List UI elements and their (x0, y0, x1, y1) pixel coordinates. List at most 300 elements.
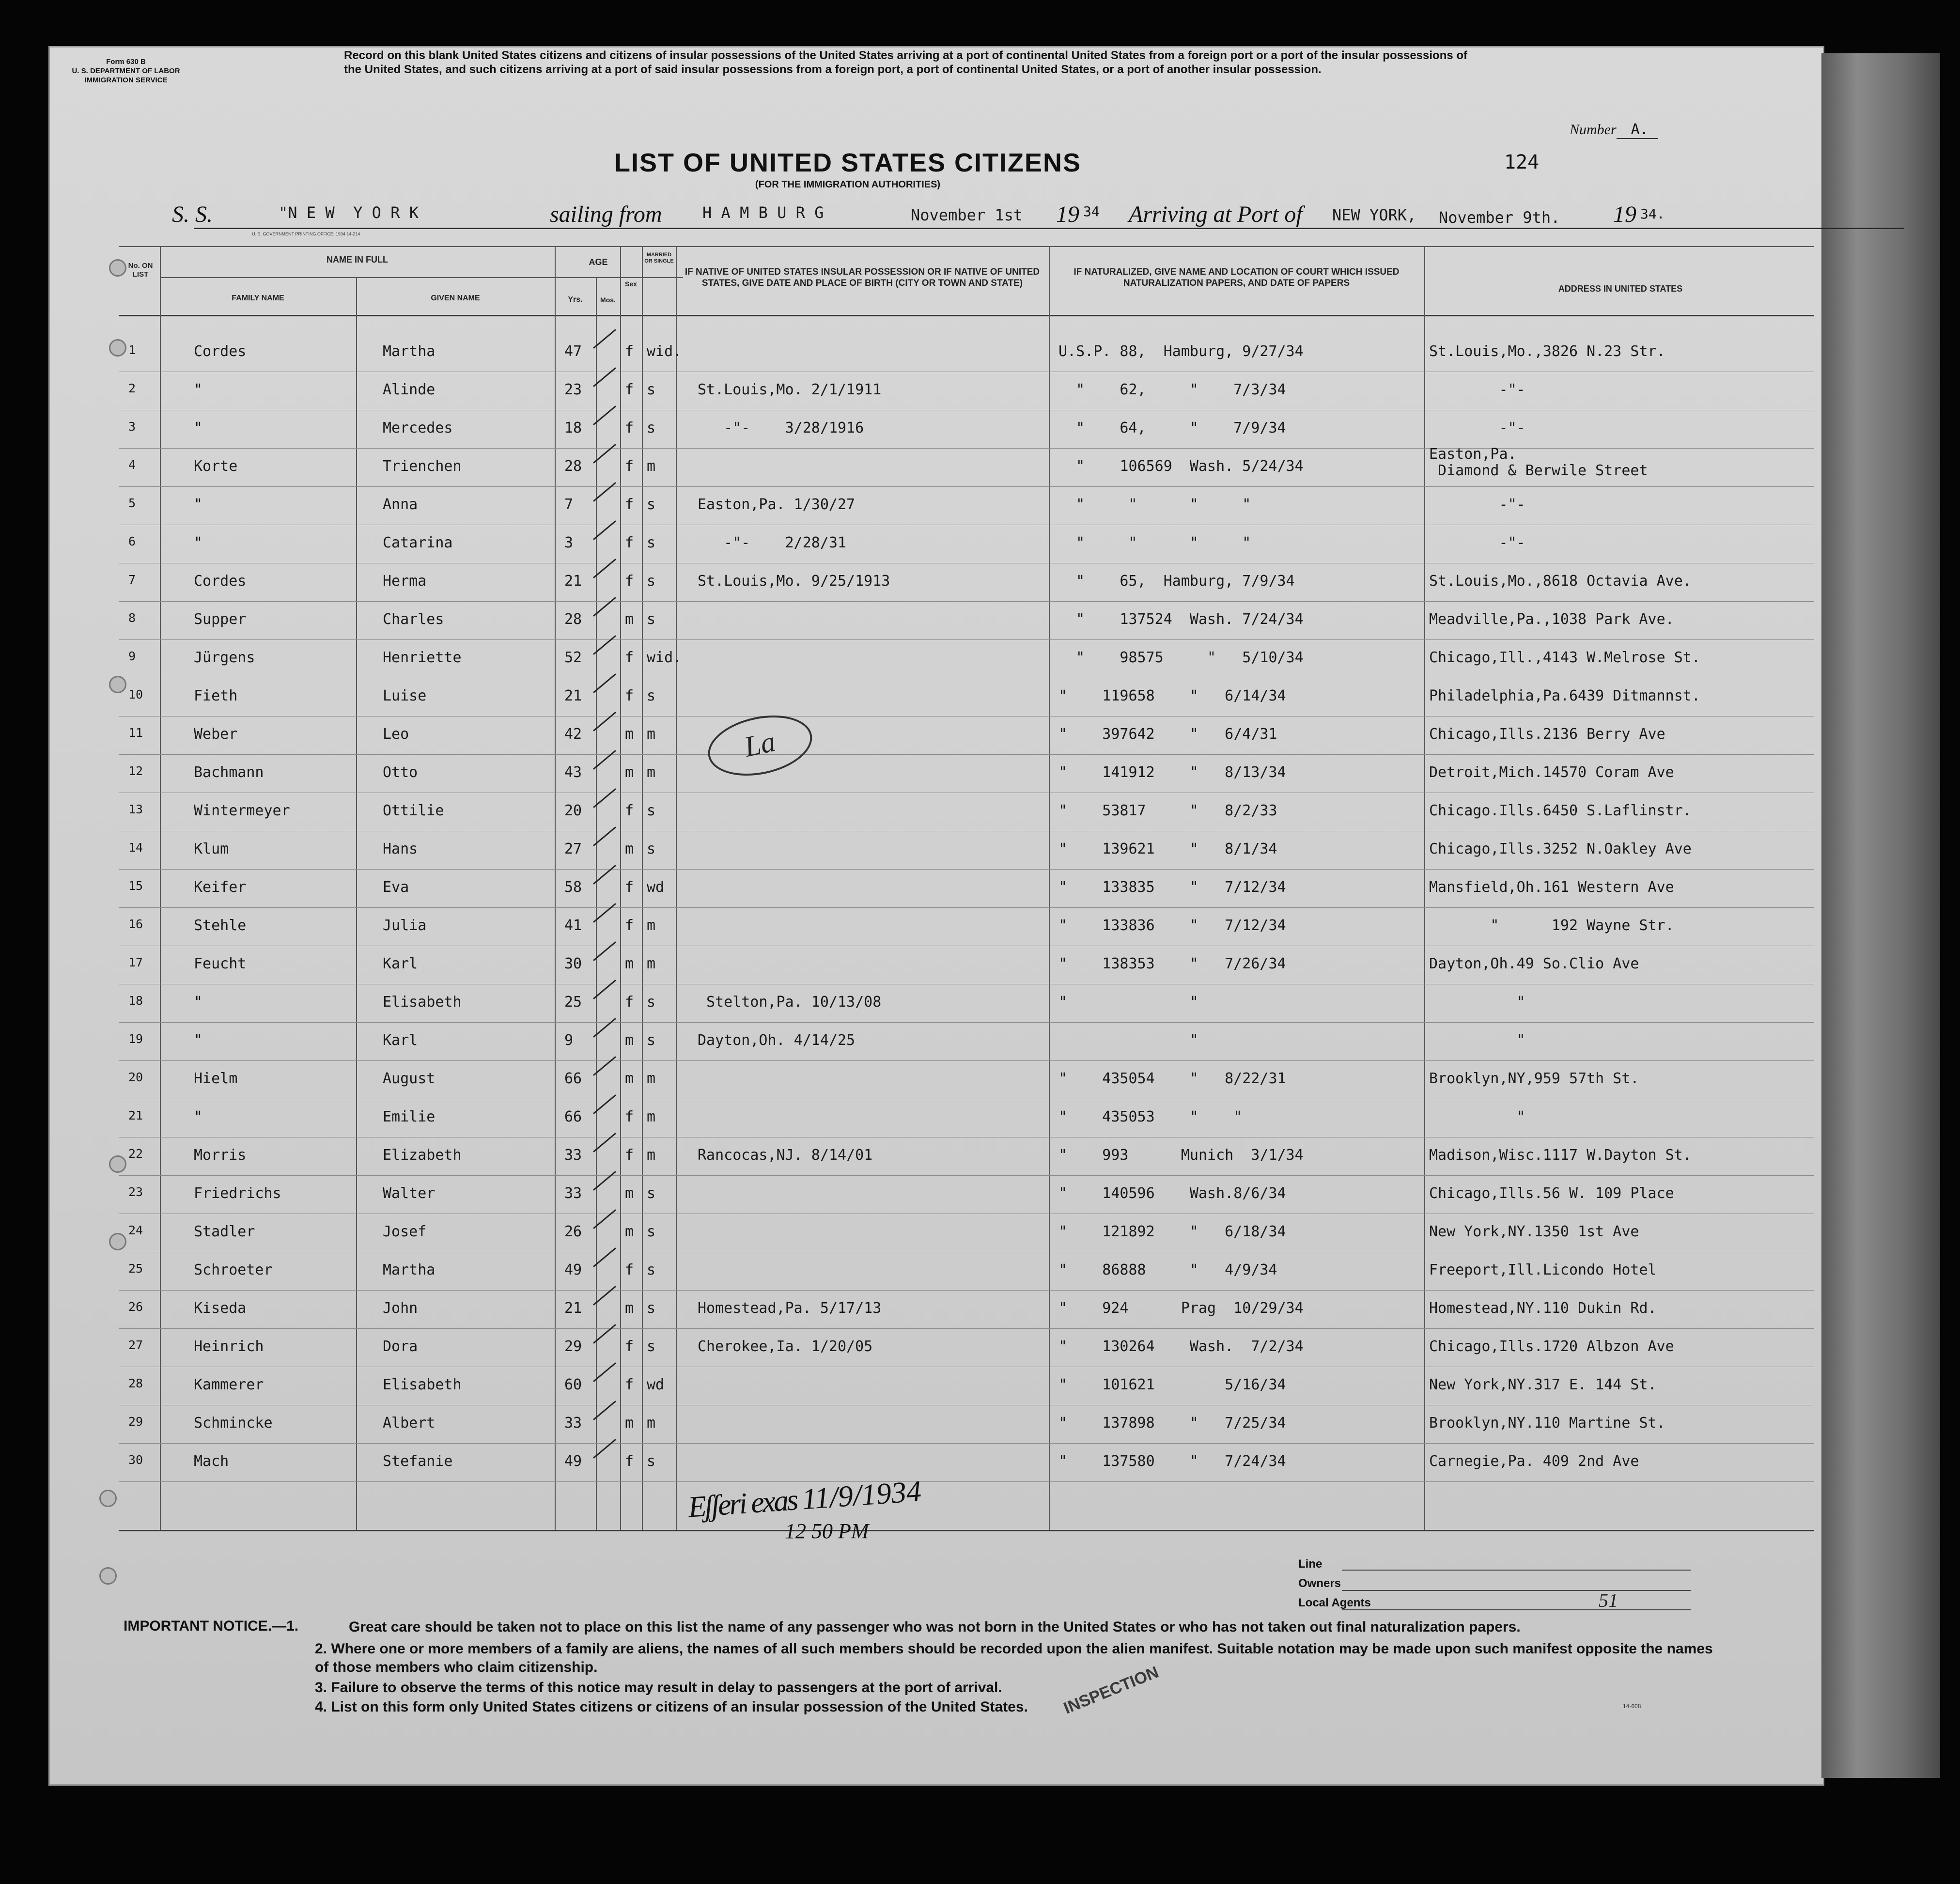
row-rule (119, 1443, 1814, 1444)
given-name: Trienchen (383, 458, 462, 475)
age-years: 66 (564, 1070, 582, 1087)
table-row (0, 1061, 1960, 1100)
address: Brooklyn,NY,959 57th St. (1429, 1070, 1639, 1087)
table-row (0, 1406, 1960, 1444)
age-years: 60 (564, 1376, 582, 1393)
line-label: Line (1298, 1557, 1322, 1571)
table-row (0, 755, 1960, 794)
table-row (0, 487, 1960, 526)
marital-status: m (647, 1147, 656, 1164)
sex: f (625, 420, 634, 436)
port-from: H A M B U R G (702, 203, 824, 222)
row-number: 19 (128, 1032, 143, 1046)
row-rule (119, 486, 1814, 487)
age-years: 52 (564, 649, 582, 666)
naturalization-info: " 397642 " 6/4/31 (1058, 726, 1277, 743)
marital-status: s (647, 1032, 656, 1049)
sail-date: November 1st (911, 206, 1023, 224)
row-number: 6 (128, 534, 136, 548)
age-years: 33 (564, 1415, 582, 1432)
marital-status: s (647, 1453, 656, 1470)
age-years: 20 (564, 802, 582, 819)
sex: m (625, 1300, 634, 1317)
col-mos: Mos. (600, 296, 616, 304)
birth-info: -"- 3/28/1916 (698, 420, 864, 436)
table-row (0, 564, 1960, 602)
given-name: Julia (383, 917, 427, 934)
table-row (0, 1444, 1960, 1482)
row-rule (119, 1290, 1814, 1291)
binder-hole (109, 259, 126, 277)
family-name: " (194, 534, 203, 551)
age-years: 21 (564, 687, 582, 704)
given-name: Eva (383, 879, 409, 896)
table-row (0, 1329, 1960, 1368)
given-name: Dora (383, 1338, 418, 1355)
given-name: John (383, 1300, 418, 1317)
given-name: Martha (383, 1261, 436, 1278)
table-row (0, 832, 1960, 870)
row-number: 20 (128, 1070, 143, 1084)
family-name: Fieth (194, 687, 238, 704)
signature-date: 11/9/1934 (801, 1475, 923, 1516)
sex: f (625, 1453, 634, 1470)
row-rule (119, 1022, 1814, 1023)
col-given-name: GIVEN NAME (431, 294, 480, 302)
naturalization-info: " 106569 Wash. 5/24/34 (1058, 458, 1304, 475)
marital-status: m (647, 726, 656, 743)
sex: m (625, 1185, 634, 1202)
marital-status: wid. (647, 649, 682, 666)
address: Madison,Wisc.1117 W.Dayton St. (1429, 1147, 1692, 1164)
arrive-year: 34. (1640, 206, 1665, 222)
marital-status: s (647, 1185, 656, 1202)
page-subtitle: (FOR THE IMMIGRATION AUTHORITIES) (755, 179, 941, 190)
marital-status: m (647, 955, 656, 972)
arriving-label: Arriving at Port of (1129, 202, 1303, 227)
age-years: 43 (564, 764, 582, 781)
naturalization-info: " 140596 Wash.8/6/34 (1058, 1185, 1286, 1202)
family-name: Morris (194, 1147, 247, 1164)
sex: f (625, 1108, 634, 1125)
birth-info: St.Louis,Mo. 2/1/1911 (698, 381, 882, 398)
binder-hole (99, 1567, 117, 1585)
number-label: Number (1570, 122, 1617, 138)
given-name: Elisabeth (383, 994, 462, 1011)
naturalization-info: " 65, Hamburg, 7/9/34 (1058, 573, 1295, 590)
naturalization-info: " 121892 " 6/18/34 (1058, 1223, 1286, 1240)
age-years: 33 (564, 1147, 582, 1164)
passenger-table (0, 334, 1960, 1521)
address: New York,NY.317 E. 144 St. (1429, 1376, 1657, 1393)
naturalization-info: " 435053 " " (1058, 1108, 1243, 1125)
address: Easton,Pa. Diamond & Berwile Street (1429, 446, 1648, 479)
sex: f (625, 1376, 634, 1393)
family-name: " (194, 1108, 203, 1125)
naturalization-info: " 138353 " 7/26/34 (1058, 955, 1286, 972)
table-row (0, 870, 1960, 908)
row-number: 7 (128, 573, 136, 587)
row-number: 14 (128, 841, 143, 855)
year-prefix-2: 19 (1613, 202, 1636, 227)
row-number: 25 (128, 1261, 143, 1276)
table-top-rule (119, 246, 1814, 247)
row-rule (119, 754, 1814, 755)
notice-4: 4. List on this form only United States citizens or citizens of an insular possession of the United States. (315, 1699, 1028, 1715)
family-name: Bachmann (194, 764, 264, 781)
age-years: 49 (564, 1261, 582, 1278)
row-rule (119, 869, 1814, 870)
marital-status: s (647, 1261, 656, 1278)
sex: m (625, 1032, 634, 1049)
family-name: Heinrich (194, 1338, 264, 1355)
marital-status: s (647, 841, 656, 857)
address: Chicago,Ills.3252 N.Oakley Ave (1429, 841, 1692, 857)
marital-status: wd (647, 879, 665, 896)
age-years: 21 (564, 1300, 582, 1317)
address: Brooklyn,NY.110 Martine St. (1429, 1415, 1665, 1432)
ship-name: "N E W Y O R K (279, 203, 419, 222)
family-name: Kammerer (194, 1376, 264, 1393)
marital-status: wid. (647, 343, 682, 360)
col-address: ADDRESS IN UNITED STATES (1558, 284, 1683, 294)
address: Meadville,Pa.,1038 Park Ave. (1429, 611, 1674, 628)
family-name: " (194, 1032, 203, 1049)
age-years: 25 (564, 994, 582, 1011)
family-name: Schroeter (194, 1261, 273, 1278)
address: -"- (1429, 381, 1525, 398)
given-name: Luise (383, 687, 427, 704)
address: Mansfield,Oh.161 Western Ave (1429, 879, 1674, 896)
printer-note: U. S. GOVERNMENT PRINTING OFFICE: 1934 14-214 (252, 232, 360, 236)
naturalization-info: " 141912 " 8/13/34 (1058, 764, 1286, 781)
address: " 192 Wayne Str. (1429, 917, 1674, 934)
family-name: Feucht (194, 955, 247, 972)
family-name: Kiseda (194, 1300, 247, 1317)
table-row (0, 411, 1960, 449)
address: -"- (1429, 420, 1525, 436)
handwritten-circle-mark: La (702, 707, 818, 785)
row-number: 4 (128, 458, 136, 472)
sex: f (625, 381, 634, 398)
age-years: 41 (564, 917, 582, 934)
family-name: Cordes (194, 573, 247, 590)
row-number: 30 (128, 1453, 143, 1467)
age-years: 66 (564, 1108, 582, 1125)
row-number: 13 (128, 802, 143, 816)
naturalization-info: " 62, " 7/3/34 (1058, 381, 1286, 398)
marital-status: m (647, 1070, 656, 1087)
sex: f (625, 994, 634, 1011)
age-years: 7 (564, 496, 574, 513)
table-row (0, 794, 1960, 832)
sex: f (625, 879, 634, 896)
row-number: 26 (128, 1300, 143, 1314)
binder-hole (109, 339, 126, 357)
family-name: Jürgens (194, 649, 255, 666)
family-name: Mach (194, 1453, 229, 1470)
given-name: Henriette (383, 649, 462, 666)
address: St.Louis,Mo.,3826 N.23 Str. (1429, 343, 1665, 360)
binder-hole (99, 1490, 117, 1507)
naturalization-info: " 101621 5/16/34 (1058, 1376, 1286, 1393)
age-years: 3 (564, 534, 574, 551)
table-row (0, 679, 1960, 717)
notice-title: IMPORTANT NOTICE.—1. (124, 1618, 299, 1634)
col-age: AGE (589, 257, 608, 267)
address: Detroit,Mich.14570 Coram Ave (1429, 764, 1674, 781)
binder-hole (109, 1155, 126, 1173)
marital-status: s (647, 1338, 656, 1355)
marital-status: m (647, 1108, 656, 1125)
naturalization-info: " 924 Prag 10/29/34 (1058, 1300, 1304, 1317)
age-years: 21 (564, 573, 582, 590)
col-family-name: FAMILY NAME (232, 294, 284, 302)
row-number: 16 (128, 917, 143, 931)
table-row (0, 1368, 1960, 1406)
row-number: 24 (128, 1223, 143, 1237)
owners-rule (1342, 1590, 1691, 1591)
family-name: " (194, 994, 203, 1011)
address: Carnegie,Pa. 409 2nd Ave (1429, 1453, 1639, 1470)
table-bottom-rule (119, 1530, 1814, 1531)
age-years: 9 (564, 1032, 574, 1049)
age-years: 58 (564, 879, 582, 896)
naturalization-info: " " " " (1058, 534, 1251, 551)
col-married: MARRIED OR SINGLE (644, 252, 674, 264)
row-number: 2 (128, 381, 136, 395)
birth-info: Easton,Pa. 1/30/27 (698, 496, 856, 513)
birth-info: Dayton,Oh. 4/14/25 (698, 1032, 856, 1049)
naturalization-info: " (1058, 1032, 1198, 1049)
row-rule (119, 907, 1814, 908)
table-header-rule (119, 315, 1814, 316)
table-row (0, 1176, 1960, 1214)
address: " (1429, 1032, 1525, 1049)
address: St.Louis,Mo.,8618 Octavia Ave. (1429, 573, 1692, 590)
age-years: 49 (564, 1453, 582, 1470)
table-row (0, 1253, 1960, 1291)
table-row (0, 717, 1960, 755)
row-rule (119, 639, 1814, 640)
given-name: Albert (383, 1415, 436, 1432)
row-number: 12 (128, 764, 143, 778)
age-years: 23 (564, 381, 582, 398)
age-years: 28 (564, 458, 582, 475)
row-number: 15 (128, 879, 143, 893)
age-years: 26 (564, 1223, 582, 1240)
sex: f (625, 496, 634, 513)
given-name: Anna (383, 496, 418, 513)
table-row (0, 1291, 1960, 1329)
given-name: Martha (383, 343, 436, 360)
row-number: 1 (128, 343, 136, 357)
given-name: Emilie (383, 1108, 436, 1125)
row-number: 22 (128, 1147, 143, 1161)
naturalization-info: " 86888 " 4/9/34 (1058, 1261, 1277, 1278)
col-sex: Sex (625, 280, 637, 288)
binder-hole (109, 1233, 126, 1250)
naturalization-info: " 53817 " 8/2/33 (1058, 802, 1277, 819)
address: Chicago,Ills.1720 Albzon Ave (1429, 1338, 1674, 1355)
marital-status: s (647, 802, 656, 819)
given-name: Elizabeth (383, 1147, 462, 1164)
table-row (0, 908, 1960, 947)
marital-status: s (647, 994, 656, 1011)
col-birth: IF NATIVE OF UNITED STATES INSULAR POSSESSION OR IF NATIVE OF UNITED STATES, GIVE DATE AND PLACE OF BIRTH (CITY OR TOWN AND STATE) (684, 267, 1040, 288)
given-name: Stefanie (383, 1453, 453, 1470)
naturalization-info: " 139621 " 8/1/34 (1058, 841, 1277, 857)
naturalization-info: " 137898 " 7/25/34 (1058, 1415, 1286, 1432)
marital-status: m (647, 458, 656, 475)
birth-info: -"- 2/28/31 (698, 534, 847, 551)
marital-status: s (647, 420, 656, 436)
address: Chicago,Ills.56 W. 109 Place (1429, 1185, 1674, 1202)
marital-status: m (647, 764, 656, 781)
given-name: Mercedes (383, 420, 453, 436)
sex: m (625, 955, 634, 972)
birth-info: Stelton,Pa. 10/13/08 (698, 994, 882, 1011)
given-name: Herma (383, 573, 427, 590)
naturalization-info: U.S.P. 88, Hamburg, 9/27/34 (1058, 343, 1304, 360)
col-name-in-full: NAME IN FULL (327, 255, 388, 265)
given-name: Ottilie (383, 802, 444, 819)
row-number: 18 (128, 994, 143, 1008)
family-name: Hielm (194, 1070, 238, 1087)
row-rule (119, 1060, 1814, 1061)
address: Freeport,Ill.Licondo Hotel (1429, 1261, 1657, 1278)
row-number: 29 (128, 1415, 143, 1429)
row-number: 21 (128, 1108, 143, 1122)
address: -"- (1429, 496, 1525, 513)
sex: m (625, 1223, 634, 1240)
row-rule (119, 601, 1814, 602)
address: Homestead,NY.110 Dukin Rd. (1429, 1300, 1657, 1317)
row-number: 27 (128, 1338, 143, 1352)
birth-info: Rancocas,NJ. 8/14/01 (698, 1147, 873, 1164)
birth-info: Cherokee,Ia. 1/20/05 (698, 1338, 873, 1355)
agents-rule (1342, 1609, 1691, 1610)
marital-status: s (647, 534, 656, 551)
birth-info: St.Louis,Mo. 9/25/1913 (698, 573, 890, 590)
age-years: 47 (564, 343, 582, 360)
notice-1: Great care should be taken not to place on this list the name of any passenger who was not born in the United States or who has not taken out final naturalization papers. (349, 1619, 1521, 1635)
owners-label: Owners (1298, 1577, 1341, 1590)
marital-status: s (647, 1300, 656, 1317)
age-subrule (555, 277, 642, 278)
table-row (0, 602, 1960, 640)
department: U. S. DEPARTMENT OF LABOR (72, 67, 180, 75)
inspection-stamp: INSPECTION (1061, 1663, 1162, 1718)
family-name: Supper (194, 611, 247, 628)
marital-status: m (647, 917, 656, 934)
row-number: 8 (128, 611, 136, 625)
table-row (0, 640, 1960, 679)
line-rule (1342, 1570, 1691, 1571)
naturalization-info: " 133836 " 7/12/34 (1058, 917, 1286, 934)
naturalization-info: " 119658 " 6/14/34 (1058, 687, 1286, 704)
age-years: 42 (564, 726, 582, 743)
page-number: 124 (1504, 151, 1540, 173)
given-name: Alinde (383, 381, 436, 398)
given-name: Catarina (383, 534, 453, 551)
age-years: 27 (564, 841, 582, 857)
given-name: Karl (383, 1032, 418, 1049)
given-name: Walter (383, 1185, 436, 1202)
row-number: 9 (128, 649, 136, 663)
sex: f (625, 1261, 634, 1278)
given-name: Charles (383, 611, 444, 628)
table-row (0, 446, 1960, 487)
service: IMMIGRATION SERVICE (84, 76, 168, 84)
marital-status: wd (647, 1376, 665, 1393)
naturalization-info: " " (1058, 994, 1198, 1011)
table-row (0, 373, 1960, 411)
col-no: No. ON LIST (128, 262, 153, 279)
family-name: Korte (194, 458, 238, 475)
form-code: 14-608 (1623, 1703, 1641, 1710)
inspection-time: 12 50 PM (785, 1519, 869, 1543)
row-number: 23 (128, 1185, 143, 1199)
family-name: Friedrichs (194, 1185, 281, 1202)
sex: m (625, 1070, 634, 1087)
sex: f (625, 458, 634, 475)
form-id (53, 57, 199, 85)
sex: f (625, 1338, 634, 1355)
sex: f (625, 649, 634, 666)
naturalization-info: " 98575 " 5/10/34 (1058, 649, 1304, 666)
row-number: 3 (128, 420, 136, 434)
family-name: Stadler (194, 1223, 255, 1240)
number-value: A. (1617, 121, 1658, 139)
agents-label: Local Agents (1298, 1596, 1371, 1609)
address: Dayton,Oh.49 So.Clio Ave (1429, 955, 1639, 972)
naturalization-info: " 137524 Wash. 7/24/34 (1058, 611, 1304, 628)
family-name: " (194, 381, 203, 398)
marital-status: s (647, 573, 656, 590)
row-rule (119, 1175, 1814, 1176)
naturalization-info: " 435054 " 8/22/31 (1058, 1070, 1286, 1087)
table-row (0, 985, 1960, 1023)
address: Chicago,Ill.,4143 W.Melrose St. (1429, 649, 1700, 666)
sailing-label: sailing from (550, 202, 662, 227)
given-name: August (383, 1070, 436, 1087)
address: Philadelphia,Pa.6439 Ditmannst. (1429, 687, 1700, 704)
form-number: Form 630 B (106, 58, 146, 66)
table-row (0, 1214, 1960, 1253)
family-name: Cordes (194, 343, 247, 360)
age-years: 30 (564, 955, 582, 972)
sex: f (625, 917, 634, 934)
row-number: 28 (128, 1376, 143, 1390)
row-rule (119, 1328, 1814, 1329)
sex: m (625, 1415, 634, 1432)
marital-status: s (647, 687, 656, 704)
row-number: 5 (128, 496, 136, 510)
row-number: 11 (128, 726, 143, 740)
age-years: 18 (564, 420, 582, 436)
year-prefix-1: 19 (1056, 202, 1079, 227)
given-name: Leo (383, 726, 409, 743)
age-years: 28 (564, 611, 582, 628)
inspector-signature: Eʃʃeri exas 11/9/1934 (687, 1475, 923, 1524)
given-name: Otto (383, 764, 418, 781)
table-row (0, 526, 1960, 564)
family-name: Wintermeyer (194, 802, 290, 819)
address: New York,NY.1350 1st Ave (1429, 1223, 1639, 1240)
naturalization-info: " " " " (1058, 496, 1251, 513)
naturalization-info: " 993 Munich 3/1/34 (1058, 1147, 1304, 1164)
